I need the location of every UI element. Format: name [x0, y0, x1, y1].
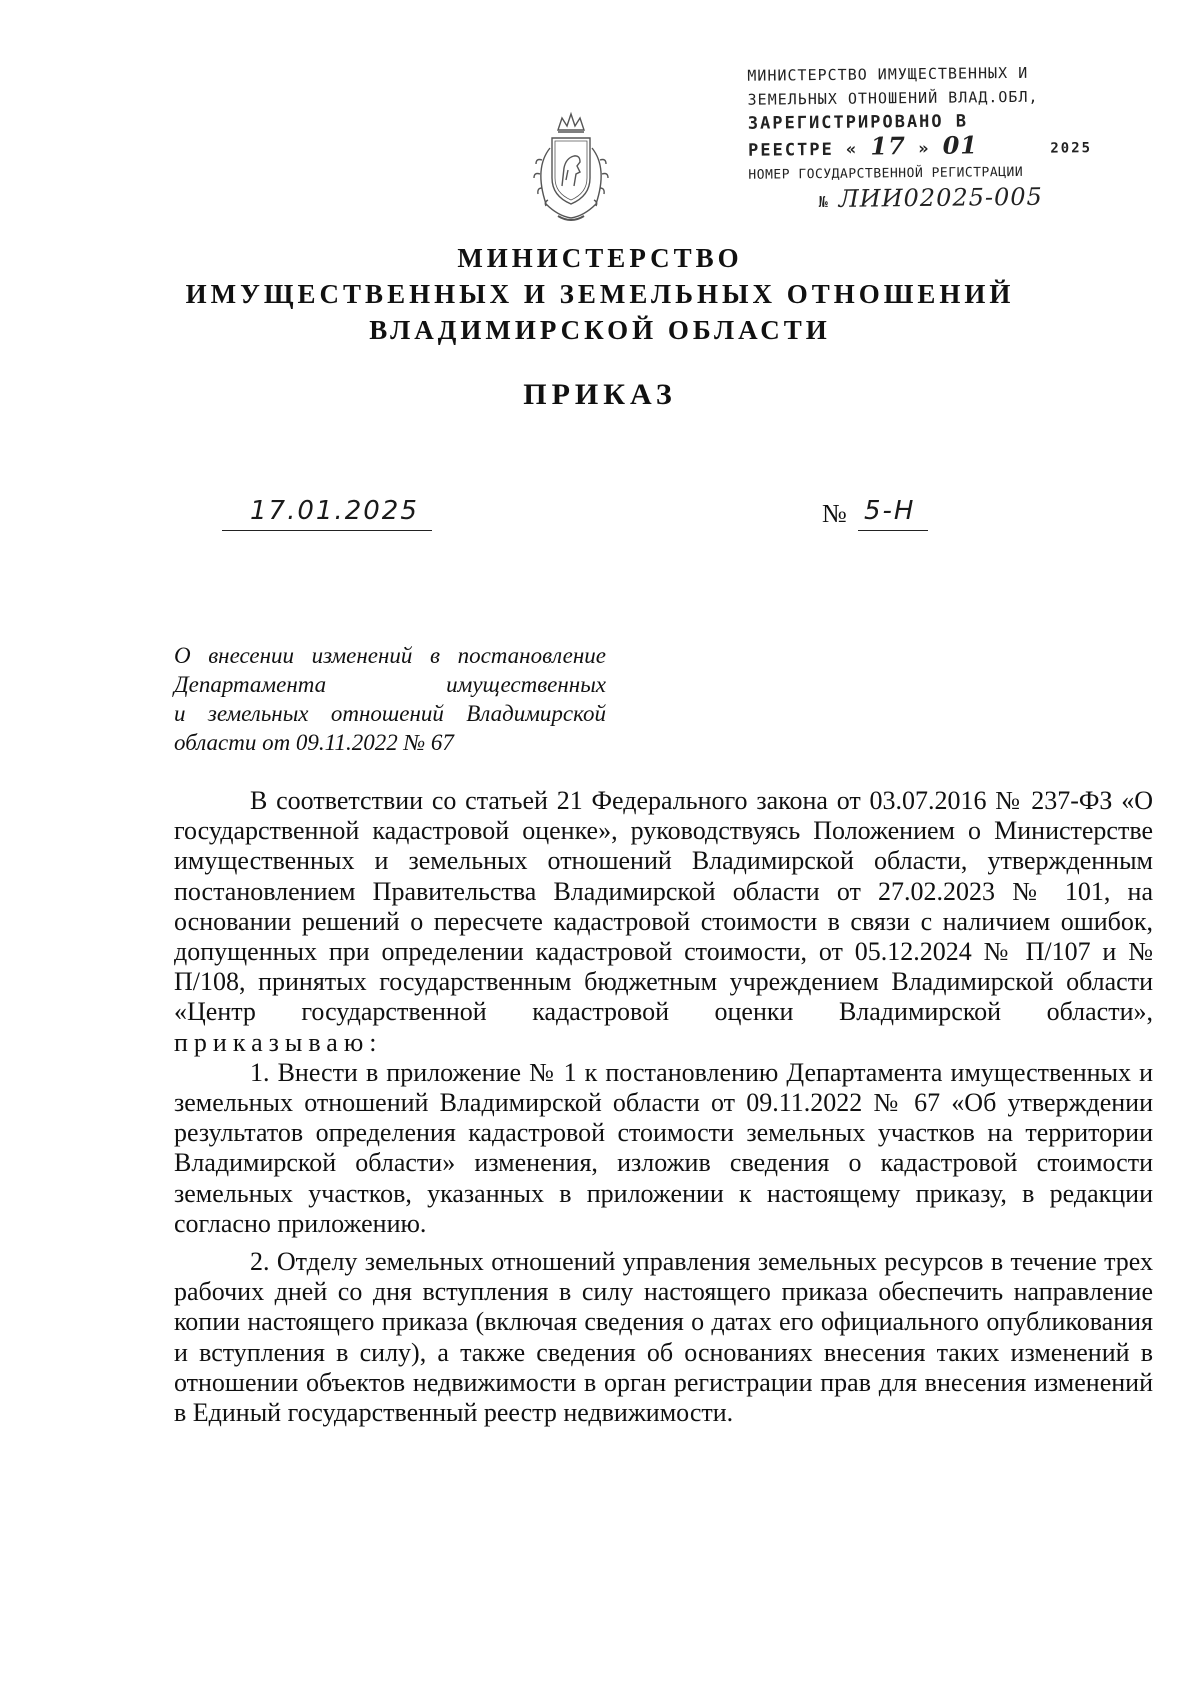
stamp-line-5: НОМЕР ГОСУДАРСТВЕННОЙ РЕГИСТРАЦИИ	[748, 164, 1024, 183]
stamp-registry-month: 01	[942, 130, 979, 160]
order-body	[174, 786, 1153, 1428]
stamp-registry-day: 17	[870, 131, 907, 161]
order-date: 17.01.2025	[250, 496, 419, 526]
stamp-reg-number-line	[749, 184, 1089, 215]
stamp-line-1: МИНИСТЕРСТВО ИМУЩЕСТВЕННЫХ И	[747, 63, 1029, 85]
stamp-line-4	[748, 130, 1093, 164]
subject-line-3: и земельных отношений Владимирской	[174, 701, 606, 726]
stamp-reg-number: ЛИИ02025-005	[838, 182, 1043, 213]
stamp-line-2: ЗЕМЕЛЬНЫХ ОТНОШЕНИЙ ВЛАД.ОБЛ,	[747, 87, 1039, 109]
ministry-title-line-3: ВЛАДИМИРСКОЙ ОБЛАСТИ	[369, 315, 831, 345]
preamble-text: В соответствии со статьей 21 Федерального закона от 03.07.2016 № 237-ФЗ «О государственной кадастровой оценке», руководствуясь Положением о Министерстве имущественных и земельных отношений Владимирской области, утвержденным постановлением Правительства Владимирской области от 27.02.2023 № 101, на основании решений о пересчете кадастровой стоимости в связи с наличием ошибок, допущенных при определении кадастровой стоимости, от 05.12.2024 № П/107 и № П/108, принятых государственным бюджетным учреждением Владимирской области «Центр государственной кадастровой оценки Владимирской области»,	[174, 786, 1153, 1027]
order-number-label: №	[822, 499, 847, 528]
clause-1: 1. Внести в приложение № 1 к постановлению Департамента имущественных и земельных отношений Владимирской области от 09.11.2022 № 67 «Об утверждении результатов определения кадастровой стоимости земельных участков на территории Владимирской области» изменения, изложив сведения о кадастровой стоимости земельных участков, указанных в приложении к настоящему приказу, в редакции согласно приложению.	[174, 1057, 1153, 1238]
stamp-line-3: ЗАРЕГИСТРИРОВАНО В	[747, 111, 969, 134]
stamp-registry-mid: »	[918, 138, 931, 159]
document-type-title: ПРИКАЗ	[523, 378, 677, 411]
order-subject	[174, 641, 606, 757]
stamp-registry-year: 2025	[1050, 140, 1093, 157]
clause-2: 2. Отделу земельных отношений управления земельных ресурсов в течение трех рабочих дней со дня вступления в силу настоящего приказа обеспечить направление копии настоящего приказа (включая сведения о датах его официального опубликования и вступления в силу), а также сведения об основаниях внесения таких изменений в отношении объектов недвижимости в орган регистрации прав для внесения изменений в Единый государственный реестр недвижимости.	[174, 1247, 1153, 1428]
order-number: 5-Н	[864, 496, 916, 526]
subject-line-2: Департамента имущественных	[174, 672, 606, 697]
registration-stamp	[747, 60, 1093, 215]
ministry-title-line-2: ИМУЩЕСТВЕННЫХ И ЗЕМЕЛЬНЫХ ОТНОШЕНИЙ	[185, 279, 1015, 309]
preamble-paragraph	[174, 786, 1153, 1058]
subject-line-4: области от 09.11.2022 № 67	[174, 730, 454, 755]
stamp-reg-prefix: №	[818, 192, 829, 212]
ministry-title-line-1: МИНИСТЕРСТВО	[457, 243, 743, 273]
order-date-field	[222, 496, 432, 531]
order-word: приказываю:	[174, 1027, 383, 1057]
vladimir-oblast-coat-of-arms-icon	[522, 108, 620, 228]
order-number-field	[858, 496, 928, 531]
subject-line-1: О внесении изменений в постановление	[174, 643, 606, 668]
stamp-registry-prefix: РЕЕСТРЕ «	[748, 139, 859, 161]
